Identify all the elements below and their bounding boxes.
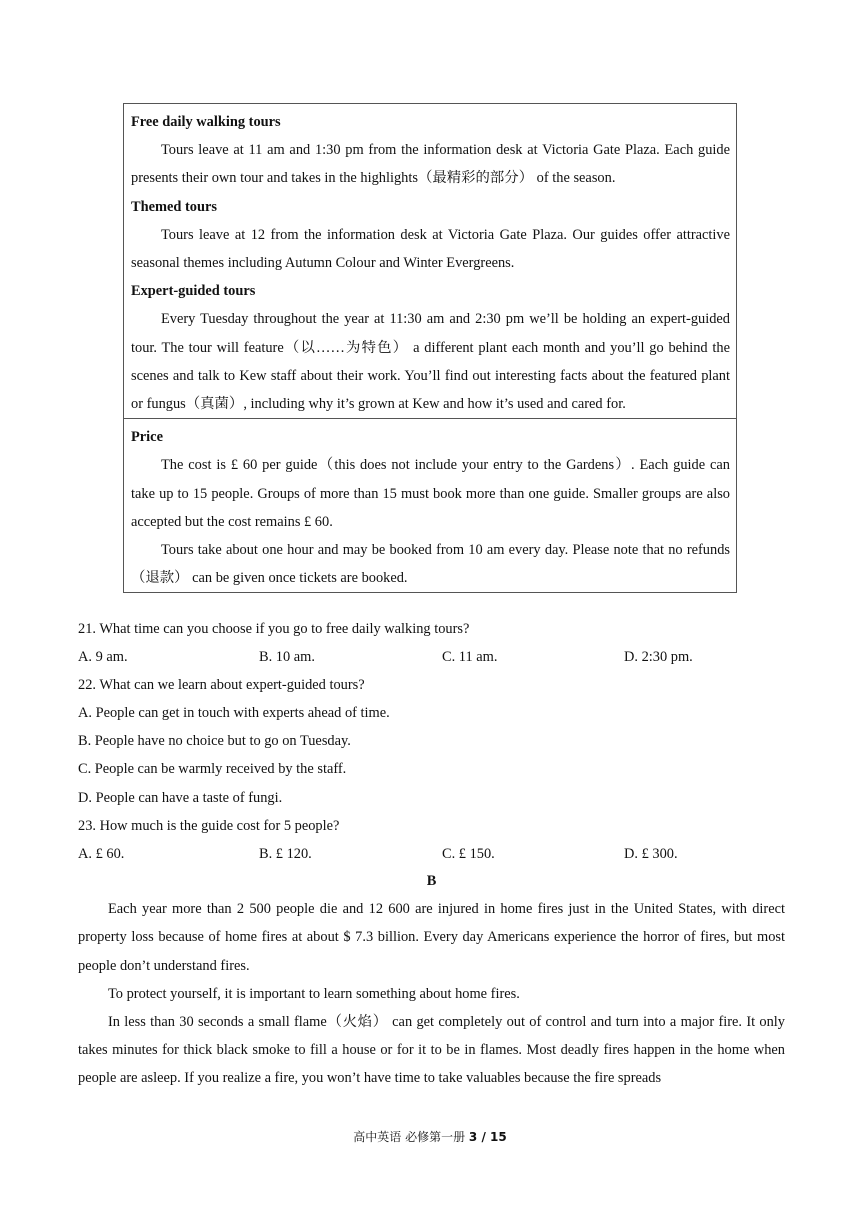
option-23-c: C. £ 150. — [442, 846, 495, 862]
option-23-d: D. £ 300. — [624, 846, 678, 862]
tours-cell — [124, 104, 736, 418]
option-22-c: C. People can be warmly received by the staff. — [78, 761, 347, 777]
tour-info-table — [123, 103, 737, 593]
passage-b — [78, 867, 785, 1093]
option-23-a: A. £ 60. — [78, 846, 125, 862]
question-23: 23. How much is the guide cost for 5 people? — [78, 818, 340, 834]
footer-label: 高中英语 必修第一册 — [353, 1130, 466, 1144]
section-title-themed: Themed tours — [131, 198, 217, 215]
passage-b-paragraph-3: In less than 30 seconds a small flame（火焰） can get completely out of control and turn into a major fire. It only takes minutes for thick black smoke to fill a house or for it to be in flames. Most deadly fires happen in the home when people are asleep. If you realize a fire, you won’t have time to take valuables because the fire spreads — [78, 1014, 785, 1087]
option-21-a: A. 9 am. — [78, 649, 128, 665]
question-21: 21. What time can you choose if you go to free daily walking tours? — [78, 621, 470, 637]
page-footer — [0, 1128, 860, 1145]
option-22-a: A. People can get in touch with experts ahead of time. — [78, 705, 390, 721]
section-text-free-walking: Tours leave at 11 am and 1:30 pm from the information desk at Victoria Gate Plaza. Each guide presents their own tour and takes in the highlights（最精彩的部分） of the season. — [131, 142, 730, 187]
page-number: 3 / 15 — [468, 1130, 507, 1144]
option-21-c: C. 11 am. — [442, 649, 498, 665]
option-21-b: B. 10 am. — [259, 649, 315, 665]
question-21-options — [78, 643, 790, 671]
passage-b-paragraph-1: Each year more than 2 500 people die and 12 600 are injured in home fires just in the United States, with direct property loss because of home fires at about $ 7.3 billion. Every day Americans experience the horror of fires, but most people don’t understand fires. — [78, 901, 785, 974]
option-22-d: D. People can have a taste of fungi. — [78, 790, 283, 806]
price-text-1: The cost is £ 60 per guide（this does not include your entry to the Gardens）. Each guide can take up to 15 people. Groups of more than 15 must book more than one guide. Smaller groups are also accepted but the cost remains £ 60. — [131, 457, 730, 530]
section-text-expert: Every Tuesday throughout the year at 11:30 am and 2:30 pm we’ll be holding an expert-guided tour. The tour will feature（以……为特色） a different plant each month and you’ll go behind the scenes and talk to Kew staff about their work. You’ll find out interesting facts about the featured plant or fungus（真菌）, including why it’s grown at Kew and how it’s used and cared for. — [131, 311, 730, 413]
section-title-expert: Expert-guided tours — [131, 283, 256, 300]
option-21-d: D. 2:30 pm. — [624, 649, 693, 665]
option-22-b: B. People have no choice but to go on Tuesday. — [78, 733, 351, 749]
price-cell — [124, 418, 736, 592]
section-text-themed: Tours leave at 12 from the information desk at Victoria Gate Plaza. Our guides offer attractive seasonal themes including Autumn Colour and Winter Evergreens. — [131, 226, 730, 272]
question-22: 22. What can we learn about expert-guided tours? — [78, 677, 365, 693]
option-23-b: B. £ 120. — [259, 846, 312, 862]
section-title-free-walking: Free daily walking tours — [131, 114, 281, 130]
question-23-options — [78, 840, 790, 868]
passage-b-title: B — [426, 873, 437, 889]
price-text-2: Tours take about one hour and may be booked from 10 am every day. Please note that no refunds（退款） can be given once tickets are booked. — [131, 542, 730, 587]
passage-b-paragraph-2: To protect yourself, it is important to learn something about home fires. — [108, 985, 520, 1002]
section-title-price: Price — [131, 429, 163, 446]
